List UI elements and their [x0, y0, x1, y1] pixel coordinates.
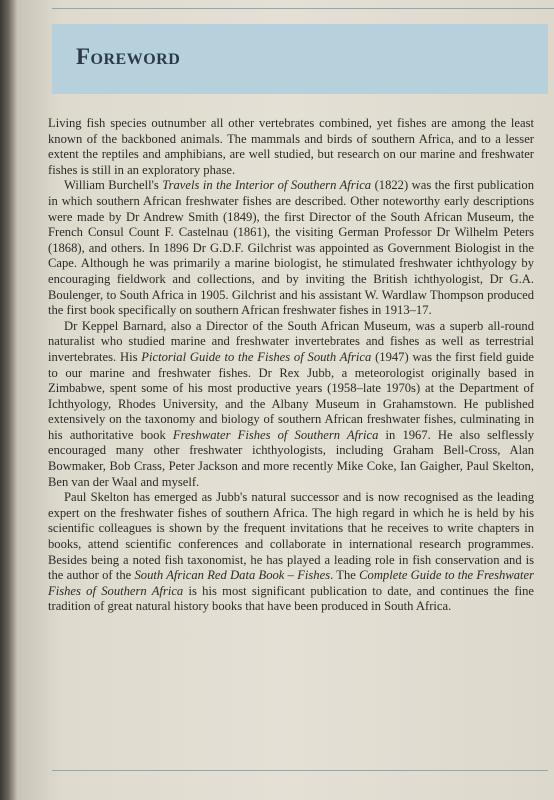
paragraph-1	[48, 116, 534, 178]
book-title-travels: Travels in the Interior of Southern Africa	[162, 178, 372, 193]
paragraph-2-text: William Burchell's	[64, 178, 163, 193]
heading-band	[52, 24, 548, 94]
book-title-complete-guide: Complete Guide to the Freshwater Fishes of Southern Africa	[48, 568, 535, 598]
paragraph-4-text: Paul Skelton has emerged as Jubb's natural successor and is now recognised as the leading expert on the freshwater fishes of southern Africa. The high regard in which he is held by his scientific colleagues is shown by the frequent invitations that he receives to write chapters in books, attend scientific conferences and collaborate in international research programmes. Besides being a noted fish taxonomist, he has played a leading role in fish conservation and is the author of the	[48, 490, 534, 583]
paragraph-4	[48, 490, 534, 615]
book-title-freshwater-fishes: Freshwater Fishes of Southern Africa	[172, 427, 379, 442]
paragraph-3-text: Dr Keppel Barnard, also a Director of the South African Museum, was a superb all-round naturalist who studied marine and freshwater invertebrates and fishes as well as terrestrial invertebrates. His	[48, 318, 534, 364]
top-rule	[52, 8, 554, 9]
page-title: Foreword	[76, 44, 181, 69]
paragraph-4-text: is his most significant publication to date, and continues the fine tradition of great natural history books that have been produced in South Africa.	[48, 583, 534, 614]
paragraph-2	[48, 178, 534, 318]
book-binding-shadow	[0, 0, 18, 800]
paragraph-1-text: Living fish species outnumber all other vertebrates combined, yet fishes are among the least known of the backboned animals. The mammals and birds of southern Africa, and to a lesser extent the reptiles and amphibians, are well studied, but research on our marine and freshwater fishes is still in an exploratory phase.	[48, 116, 534, 177]
paragraph-3-text: (1947) was the first field guide to our marine and freshwater fishes. Dr Rex Jubb, a meteorologist originally based in Zimbabwe, spent some of his most productive years (1958–late 1970s) at the Department of Ichthyology, Rhodes University, and the Albany Museum in Grahamstown. He published extensively on the taxonomy and biology of southern African freshwater fishes, culminating in his authoritative book	[48, 349, 534, 442]
book-title-pictorial-guide: Pictorial Guide to the Fishes of South Africa	[141, 349, 372, 364]
bottom-rule	[52, 770, 548, 771]
paragraph-3-text: in 1967. He also selflessly encouraged many other freshwater ichthyologists, including Graham Bell-Cross, Alan Bowmaker, Bob Crass, Peter Jackson and more recently Mike Coke, Ian Gaigher, Paul Skelton, Ben van der Waal and myself.	[48, 427, 534, 489]
paragraph-3	[48, 319, 534, 491]
foreword-body	[48, 116, 534, 615]
book-page	[18, 0, 554, 800]
paragraph-2-text: (1822) was the first publication in which southern African freshwater fishes are described. Other noteworthy early descriptions were made by Dr Andrew Smith (1849), the first Director of the South African Museum, the French Consul Count F. Castelnau (1861), the visiting German Professor Dr Wilhelm Peters (1868), and others. In 1896 Dr G.D.F. Gilchrist was appointed as Government Biologist in the Cape. Although he was primarily a marine biologist, he stimulated freshwater ichthyology by encouraging fieldwork and collections, and by inviting the British ichthyologist, Dr G.A. Boulenger, to South Africa in 1905. Gilchrist and his assistant W. Wardlaw Thompson produced the first book specifically on southern African freshwater fishes in 1913–17.	[48, 178, 534, 318]
paragraph-4-text: . The	[330, 568, 360, 583]
book-title-red-data-book: South African Red Data Book – Fishes	[134, 568, 331, 583]
